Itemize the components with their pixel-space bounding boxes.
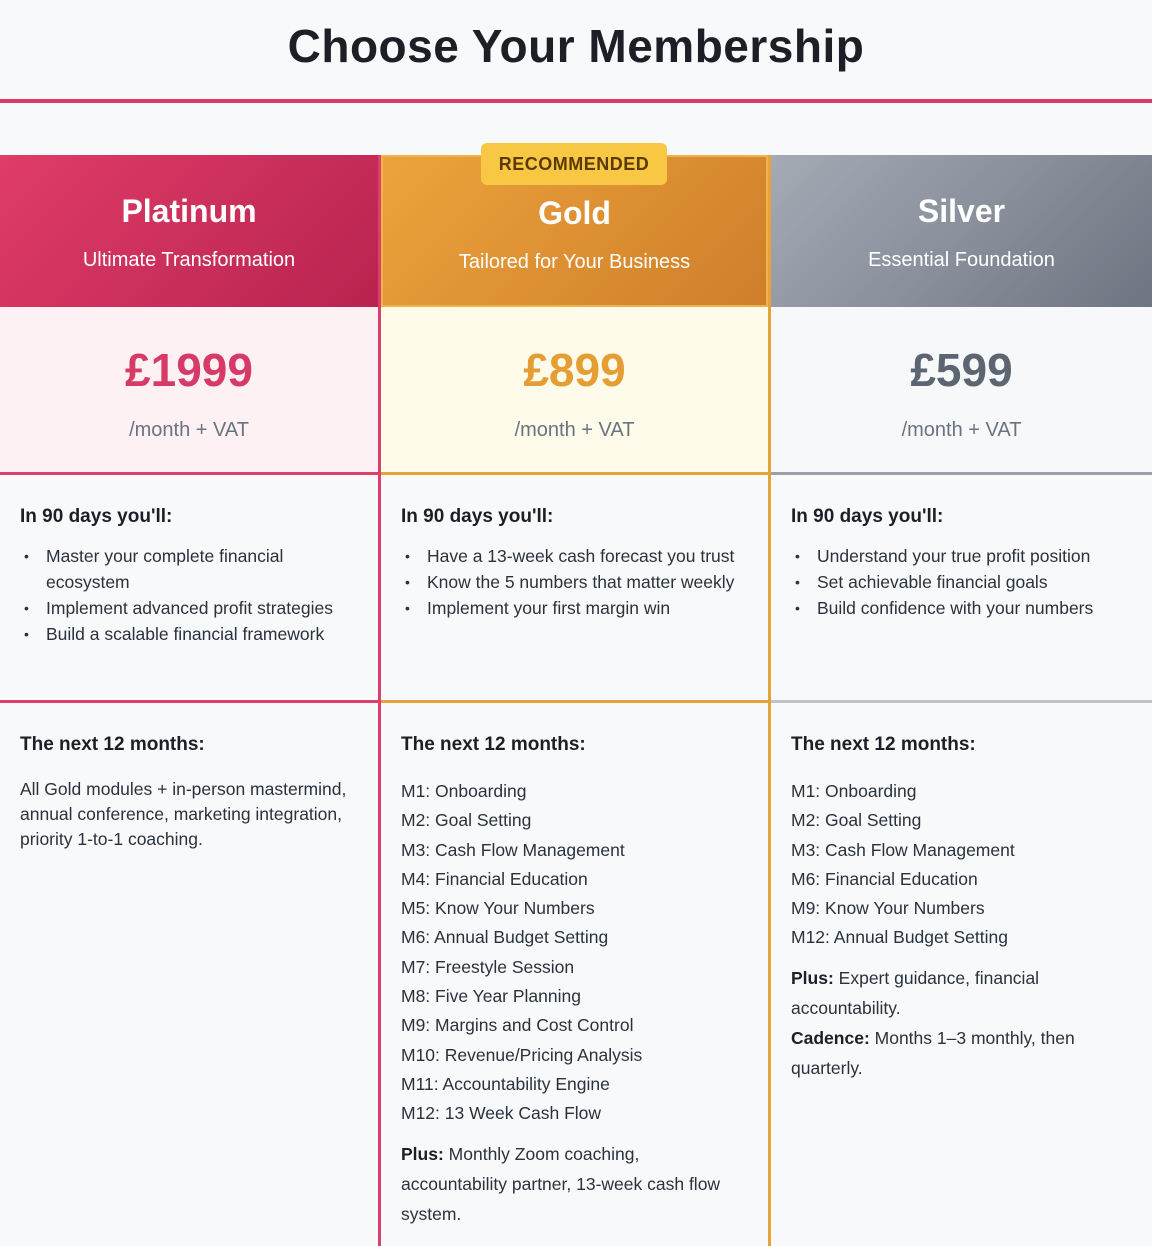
goal-item: • Build a scalable financial framework xyxy=(46,621,358,647)
plus-label: Plus: xyxy=(401,1143,444,1164)
goals-heading: In 90 days you'll: xyxy=(791,506,944,527)
cadence-note xyxy=(791,1023,1132,1083)
price-period: /month + VAT xyxy=(129,419,249,441)
plus-text: Expert guidance, financial accountability. xyxy=(791,967,1040,1018)
module-item: M11: Accountability Engine xyxy=(401,1073,610,1094)
module-item: M9: Know Your Numbers xyxy=(791,898,985,919)
module-item: M5: Know Your Numbers xyxy=(401,898,595,919)
year-heading: The next 12 months: xyxy=(20,734,205,755)
goal-item: • Have a 13-week cash forecast you trust xyxy=(427,543,748,569)
plan-header xyxy=(771,155,1152,307)
year-section xyxy=(0,703,378,852)
goals-section xyxy=(771,475,1152,703)
module-item: M3: Cash Flow Management xyxy=(791,839,1015,860)
plus-note xyxy=(791,963,1132,1023)
plan-card-silver[interactable] xyxy=(771,155,1152,1246)
plan-price: £899 xyxy=(523,344,626,396)
module-item: M1: Onboarding xyxy=(791,781,917,801)
goal-item: • Master your complete financial ecosystem xyxy=(46,543,358,595)
plan-price: £599 xyxy=(910,344,1013,396)
title-divider xyxy=(0,99,1152,103)
plan-card-platinum[interactable] xyxy=(0,155,381,1246)
goals-list xyxy=(20,543,358,647)
goals-section xyxy=(381,475,768,703)
module-item: M9: Margins and Cost Control xyxy=(401,1015,634,1036)
goal-item: • Know the 5 numbers that matter weekly xyxy=(427,569,748,595)
goals-heading: In 90 days you'll: xyxy=(401,506,554,527)
module-item: M6: Annual Budget Setting xyxy=(401,927,609,948)
plan-name: Silver xyxy=(917,193,1006,229)
module-list xyxy=(401,777,748,1129)
module-list xyxy=(791,777,1132,953)
plan-tagline: Tailored for Your Business xyxy=(458,251,691,273)
goals-list xyxy=(791,543,1132,621)
goal-item: • Implement your first margin win xyxy=(427,595,748,621)
goals-heading: In 90 days you'll: xyxy=(20,506,173,527)
price-box xyxy=(771,307,1152,475)
cadence-label: Cadence: xyxy=(791,1027,870,1048)
module-item: M2: Goal Setting xyxy=(791,810,922,831)
year-section xyxy=(381,703,768,1229)
cadence-text: Months 1–3 monthly, then quarterly. xyxy=(791,1027,1075,1078)
recommended-badge: RECOMMENDED xyxy=(481,143,667,185)
goals-section xyxy=(0,475,378,703)
goals-list xyxy=(401,543,748,621)
plan-name: Platinum xyxy=(121,193,257,229)
price-box xyxy=(0,307,378,475)
plan-tagline: Essential Foundation xyxy=(868,249,1055,271)
plus-note xyxy=(401,1139,748,1229)
plus-text: Monthly Zoom coaching, accountability partner, 13-week cash flow system. xyxy=(401,1143,721,1224)
plus-label: Plus: xyxy=(791,967,834,988)
goal-item: • Build confidence with your numbers xyxy=(817,595,1132,621)
module-item: M12: 13 Week Cash Flow xyxy=(401,1103,602,1124)
page-title: Choose Your Membership xyxy=(287,20,865,72)
module-item: M6: Financial Education xyxy=(791,868,978,889)
module-item: M3: Cash Flow Management xyxy=(401,839,625,860)
year-description: All Gold modules + in-person mastermind, annual conference, marketing integration, priority 1-to-1 coaching. xyxy=(20,779,347,849)
goal-item: • Understand your true profit position xyxy=(817,543,1132,569)
plan-tagline: Ultimate Transformation xyxy=(82,249,296,271)
year-heading: The next 12 months: xyxy=(791,734,976,755)
goal-item: • Set achievable financial goals xyxy=(817,569,1132,595)
plan-header xyxy=(0,155,378,307)
module-item: M8: Five Year Planning xyxy=(401,986,581,1007)
module-item: M7: Freestyle Session xyxy=(401,956,575,977)
module-item: M12: Annual Budget Setting xyxy=(791,927,1008,948)
plans-container xyxy=(0,155,1152,1246)
year-section xyxy=(771,703,1152,1083)
plan-card-gold[interactable] xyxy=(381,155,771,1246)
module-item: M2: Goal Setting xyxy=(401,810,532,831)
module-item: M4: Financial Education xyxy=(401,868,588,889)
price-period: /month + VAT xyxy=(514,419,635,441)
price-period: /month + VAT xyxy=(901,419,1022,441)
module-item: M10: Revenue/Pricing Analysis xyxy=(401,1044,643,1065)
goal-item: • Implement advanced profit strategies xyxy=(46,595,358,621)
price-box xyxy=(381,307,768,475)
plan-price: £1999 xyxy=(125,344,253,396)
module-item: M1: Onboarding xyxy=(401,781,527,801)
year-heading: The next 12 months: xyxy=(401,734,586,755)
plan-name: Gold xyxy=(538,195,611,231)
